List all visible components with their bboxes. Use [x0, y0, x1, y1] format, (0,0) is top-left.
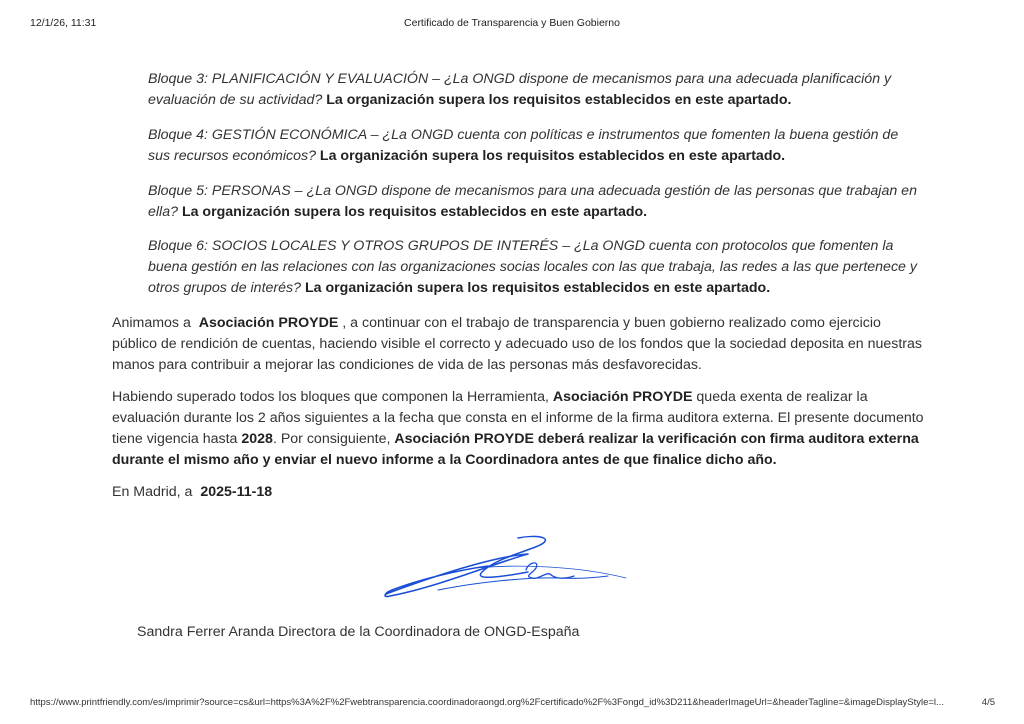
- place-prefix: En Madrid, a: [112, 484, 193, 500]
- print-footer-url: https://www.printfriendly.com/es/imprimir?source=cs&url=https%3A%2F%2Fwebtransparencia.coordinadoraongd.org%2Fcertificado%2F%3Fongd_id%3D211&headerImageUrl=&headerTagline=&imageDisplayStyle=l...: [30, 697, 944, 708]
- exemption-text-2: queda exenta de realizar la evaluación durante los 2 años siguientes a la fecha que consta en el informe de la firma auditora externa. El presente documento tiene vigencia hasta: [112, 389, 924, 447]
- block-6: [148, 236, 923, 299]
- exemption-text-3: . Por consiguiente,: [272, 431, 391, 447]
- block-result: La organización supera los requisitos establecidos en este apartado.: [304, 280, 771, 296]
- validity-year: 2028: [241, 431, 273, 447]
- encouragement-prefix: Animamos a: [112, 315, 191, 331]
- exemption-text-1: Habiendo superado todos los bloques que componen la Herramienta,: [112, 389, 549, 405]
- print-datetime: 12/1/26, 11:31: [30, 17, 97, 29]
- obligation-text: Asociación PROYDE deberá realizar la verificación con firma auditora externa durante el mismo año y enviar el nuevo informe a la Coordinadora antes de que finalice dicho año.: [112, 431, 919, 468]
- block-question: Bloque 3: PLANIFICACIÓN Y EVALUACIÓN – ¿La ONGD dispone de mecanismos para una adecuada planificación y evaluación de su actividad?: [148, 71, 892, 108]
- organization-name: Asociación PROYDE: [552, 389, 693, 405]
- issue-date: 2025-11-18: [200, 484, 273, 500]
- place-date: [112, 482, 927, 503]
- block-result: La organización supera los requisitos establecidos en este apartado.: [326, 92, 792, 108]
- block-question: Bloque 6: SOCIOS LOCALES Y OTROS GRUPOS DE INTERÉS – ¿La ONGD cuenta con protocolos que fomenten la buena gestión en las relaciones con las organizaciones socias locales con las que trabaja, las redes a las que pertenece y otros grupos de interés?: [148, 238, 917, 296]
- block-3: [148, 69, 923, 111]
- block-result: La organización supera los requisitos establecidos en este apartado.: [181, 204, 648, 220]
- signer-name: Sandra Ferrer Aranda Directora de la Coordinadora de ONGD-España: [137, 624, 580, 640]
- block-question: Bloque 5: PERSONAS – ¿La ONGD dispone de mecanismos para una adecuada gestión de las personas que trabajan en ella?: [148, 183, 917, 220]
- print-title: Certificado de Transparencia y Buen Gobierno: [404, 17, 620, 29]
- encouragement-paragraph: [112, 313, 927, 376]
- page-number: 4/5: [981, 697, 995, 708]
- block-question: Bloque 4: GESTIÓN ECONÓMICA – ¿La ONGD cuenta con políticas e instrumentos que fomenten la buena gestión de sus recursos económicos?: [148, 127, 899, 164]
- block-4: [148, 125, 923, 167]
- organization-name: Asociación PROYDE: [198, 315, 339, 331]
- exemption-paragraph: [112, 387, 927, 471]
- signature-image: [378, 532, 628, 602]
- encouragement-text: , a continuar con el trabajo de transparencia y buen gobierno realizado como ejercicio público de rendición de cuentas, haciendo visible el correcto y adecuado uso de los fondos que la sociedad deposita en nuestras manos para contribuir a mejorar las condiciones de vida de las personas más desfavorecidas.: [112, 315, 923, 373]
- block-5: [148, 181, 923, 223]
- block-result: La organización supera los requisitos establecidos en este apartado.: [319, 148, 786, 164]
